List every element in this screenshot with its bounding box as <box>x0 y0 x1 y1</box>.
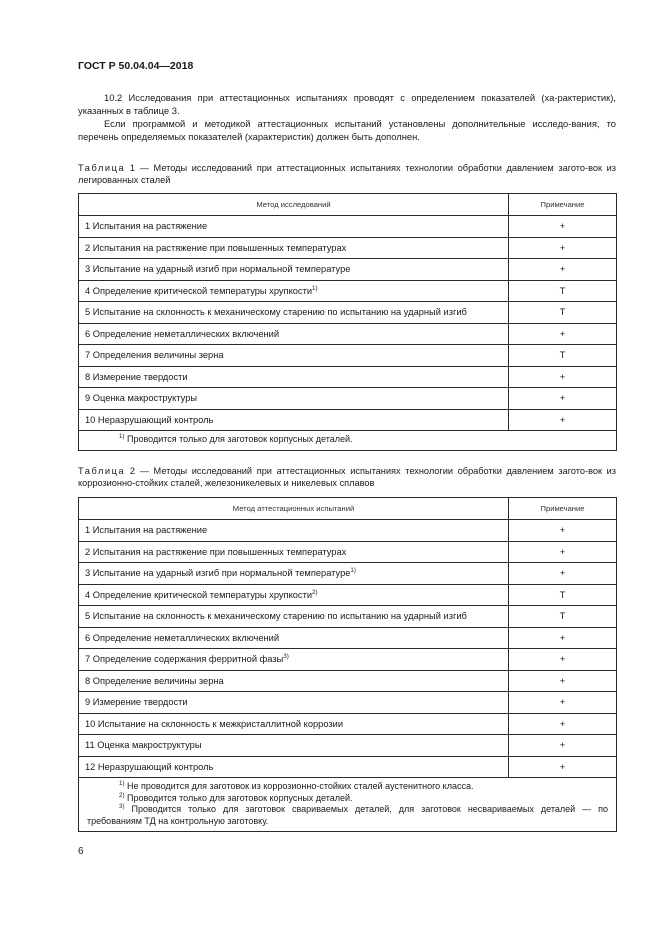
method-text: 12 Неразрушающий контроль <box>85 761 214 772</box>
table1-caption <box>78 162 616 187</box>
method-text: 10 Испытание на склонность к межкристаллитной коррозии <box>85 718 344 729</box>
table-row <box>79 237 617 259</box>
method-cell <box>79 649 509 671</box>
table1-header-note: Примечание <box>509 194 617 216</box>
table-2 <box>78 497 617 832</box>
method-cell <box>79 735 509 757</box>
method-cell <box>79 345 509 367</box>
table-row <box>79 627 617 649</box>
note-cell: + <box>509 735 617 757</box>
footnote-ref: 1) <box>312 284 318 292</box>
method-cell <box>79 259 509 281</box>
method-cell <box>79 584 509 606</box>
table-row <box>79 259 617 281</box>
table-row <box>79 216 617 238</box>
table1-header-method: Метод исследований <box>79 194 509 216</box>
table-row <box>79 302 617 324</box>
method-text: 3 Испытание на ударный изгиб при нормальной температуре <box>85 568 351 579</box>
method-cell <box>79 606 509 628</box>
method-cell <box>79 541 509 563</box>
method-text: 2 Испытания на растяжение при повышенных температурах <box>85 242 347 253</box>
note-cell: + <box>509 520 617 542</box>
table2-caption <box>78 465 616 490</box>
method-text: 6 Определение неметаллических включений <box>85 632 280 643</box>
footnote-ref: 1) <box>350 567 356 575</box>
table-row <box>79 735 617 757</box>
note-cell: + <box>509 216 617 238</box>
method-cell <box>79 409 509 431</box>
note-cell: + <box>509 541 617 563</box>
table-row <box>79 584 617 606</box>
footnote <box>119 434 608 446</box>
footnote-mark: 1) <box>119 433 125 440</box>
method-cell <box>79 756 509 778</box>
table-row <box>79 670 617 692</box>
document-header: ГОСТ Р 50.04.04—2018 <box>78 60 194 72</box>
method-text: 3 Испытание на ударный изгиб при нормальной температуре <box>85 264 351 275</box>
method-text: 8 Определение величины зерна <box>85 675 224 686</box>
note-cell: + <box>509 323 617 345</box>
footnote-row <box>79 431 617 451</box>
table-row <box>79 388 617 410</box>
footnote-mark: 1) <box>119 780 125 787</box>
footnote-text: Проводится только для заготовок свариваемых деталей, для заготовок несвариваемых деталей — по требованиям ТД на контрольную заготовку. <box>87 804 608 826</box>
note-cell: + <box>509 366 617 388</box>
method-cell <box>79 237 509 259</box>
paragraph-additional-studies: Если программой и методикой аттестационных испытаний установлены дополнительные исследо-вания, то перечень определяемых показателей (характеристик) должен быть дополнен. <box>78 118 616 142</box>
footnote-text: Не проводится для заготовок из коррозионно-стойких сталей аустенитного класса. <box>124 781 474 791</box>
method-text: 8 Измерение твердости <box>85 371 188 382</box>
table-row <box>79 649 617 671</box>
table2-header-method: Метод аттестационных испытаний <box>79 498 509 520</box>
table2-header-note: Примечание <box>509 498 617 520</box>
note-cell: + <box>509 409 617 431</box>
method-text: 4 Определение критической температуры хрупкости <box>85 285 313 296</box>
table-row <box>79 756 617 778</box>
footnote-mark: 3) <box>119 803 125 811</box>
method-cell <box>79 627 509 649</box>
method-text: 7 Определение содержания ферритной фазы <box>85 654 284 665</box>
note-cell: + <box>509 388 617 410</box>
footnote-ref: 3) <box>283 653 289 661</box>
footnote <box>87 793 608 805</box>
method-text: 5 Испытание на склонность к механическому старению по испытанию на ударный изгиб <box>85 307 467 318</box>
note-cell: Т <box>509 280 617 302</box>
note-cell: + <box>509 756 617 778</box>
method-cell <box>79 302 509 324</box>
method-text: 1 Испытания на растяжение <box>85 221 208 232</box>
note-cell: Т <box>509 345 617 367</box>
note-cell: + <box>509 692 617 714</box>
method-cell <box>79 280 509 302</box>
table-row <box>79 280 617 302</box>
note-cell: Т <box>509 584 617 606</box>
table2-caption-text: 2 — Методы исследований при аттестационных испытаниях технологии обработки давлением загото-вок из коррозионно-стойких сталей, железоникелевых и никелевых сплавов <box>78 466 616 489</box>
note-cell: + <box>509 649 617 671</box>
method-cell <box>79 216 509 238</box>
note-cell: + <box>509 563 617 585</box>
method-cell <box>79 520 509 542</box>
note-cell: + <box>509 713 617 735</box>
method-text: 2 Испытания на растяжение при повышенных температурах <box>85 546 347 557</box>
method-text: 7 Определения величины зерна <box>85 350 224 361</box>
note-cell: + <box>509 237 617 259</box>
table-row <box>79 366 617 388</box>
method-text: 9 Оценка макроструктуры <box>85 393 198 404</box>
method-cell <box>79 388 509 410</box>
method-text: 11 Оценка макроструктуры <box>85 740 202 751</box>
footnote-ref: 2) <box>312 588 318 596</box>
note-cell: + <box>509 670 617 692</box>
footnote-row <box>79 778 617 832</box>
footnote <box>87 781 608 793</box>
note-cell: Т <box>509 606 617 628</box>
method-cell <box>79 323 509 345</box>
table1-caption-label: Таблица <box>78 163 126 173</box>
table-row <box>79 606 617 628</box>
note-cell: Т <box>509 302 617 324</box>
method-text: 4 Определение критической температуры хрупкости <box>85 589 313 600</box>
table-row <box>79 520 617 542</box>
note-cell: + <box>509 259 617 281</box>
footnote <box>87 804 608 827</box>
method-text: 1 Испытания на растяжение <box>85 525 208 536</box>
method-cell <box>79 713 509 735</box>
table-row <box>79 692 617 714</box>
footnotes-cell <box>79 431 617 451</box>
note-cell: + <box>509 627 617 649</box>
method-text: 6 Определение неметаллических включений <box>85 328 280 339</box>
table-row <box>79 541 617 563</box>
method-text: 9 Измерение твердости <box>85 697 188 708</box>
table-1 <box>78 193 617 451</box>
method-text: 10 Неразрушающий контроль <box>85 414 214 425</box>
paragraph-10-2: 10.2 Исследования при аттестационных испытаниях проводят с определением показателей (ха-рактеристик), указанных в таблице 3. <box>78 92 616 116</box>
footnotes-cell <box>79 778 617 832</box>
table2-caption-label: Таблица <box>78 466 126 476</box>
table1-caption-text: 1 — Методы исследований при аттестационных испытаниях технологии обработки давлением загото-вок из легированных сталей <box>78 163 616 186</box>
page-number: 6 <box>78 846 84 857</box>
footnote-text: Проводится только для заготовок корпусных деталей. <box>124 792 353 803</box>
method-cell <box>79 670 509 692</box>
method-cell <box>79 692 509 714</box>
footnote-mark: 2) <box>119 791 125 799</box>
table-row <box>79 563 617 585</box>
table-row <box>79 323 617 345</box>
method-cell <box>79 366 509 388</box>
method-cell <box>79 563 509 585</box>
table-row <box>79 409 617 431</box>
table-row <box>79 345 617 367</box>
footnote-text: Проводится только для заготовок корпусных деталей. <box>124 434 353 444</box>
table-row <box>79 713 617 735</box>
method-text: 5 Испытание на склонность к механическому старению по испытанию на ударный изгиб <box>85 611 467 622</box>
